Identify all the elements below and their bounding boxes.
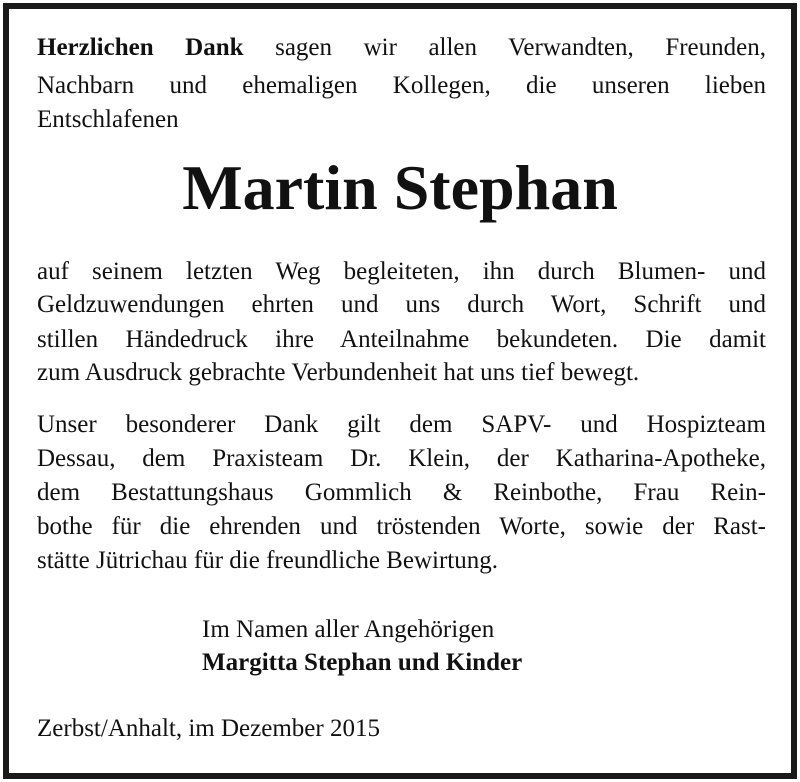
signature-line-2: Margitta Stephan und Kinder <box>202 649 523 676</box>
place-date: Zerbst/Anhalt, im Dezember 2015 <box>37 715 380 742</box>
intro-bold-phrase: Herzlichen Dank <box>37 34 244 61</box>
paragraph1-line: stillen Händedruck ihre Anteilnahme bekundeten. Die damit <box>37 326 766 353</box>
deceased-name: Martin Stephan <box>182 152 618 223</box>
paragraph1-line: Geldzuwendungen ehrten und uns durch Wort, Schrift und <box>37 291 766 318</box>
signature-line-1: Im Namen aller Angehörigen <box>202 616 495 643</box>
intro-line-1-rest: sagen wir allen Verwandten, Freunden, <box>243 34 766 61</box>
paragraph1-line: zum Ausdruck gebrachte Verbundenheit hat uns tief bewegt. <box>37 359 640 386</box>
intro-line-2: Nachbarn und ehemaligen Kollegen, die unseren lieben <box>37 72 766 99</box>
paragraph1-line: auf seinem letzten Weg begleiteten, ihn durch Blumen- und <box>37 258 766 285</box>
intro-line-3: Entschlafenen <box>37 106 179 133</box>
intro-line-1 <box>37 33 766 62</box>
paragraph2-line: Dessau, dem Praxisteam Dr. Klein, der Katharina-Apotheke, <box>37 445 766 472</box>
paragraph2-line: bothe für die ehrenden und tröstenden Worte, sowie der Rast- <box>37 513 766 540</box>
paragraph2-line: Unser besonderer Dank gilt dem SAPV- und Hospizteam <box>37 411 766 438</box>
paragraph2-line: stätte Jütrichau für die freundliche Bewirtung. <box>37 547 498 574</box>
paragraph2-line: dem Bestattungshaus Gommlich & Reinbothe, Frau Rein- <box>37 479 766 506</box>
